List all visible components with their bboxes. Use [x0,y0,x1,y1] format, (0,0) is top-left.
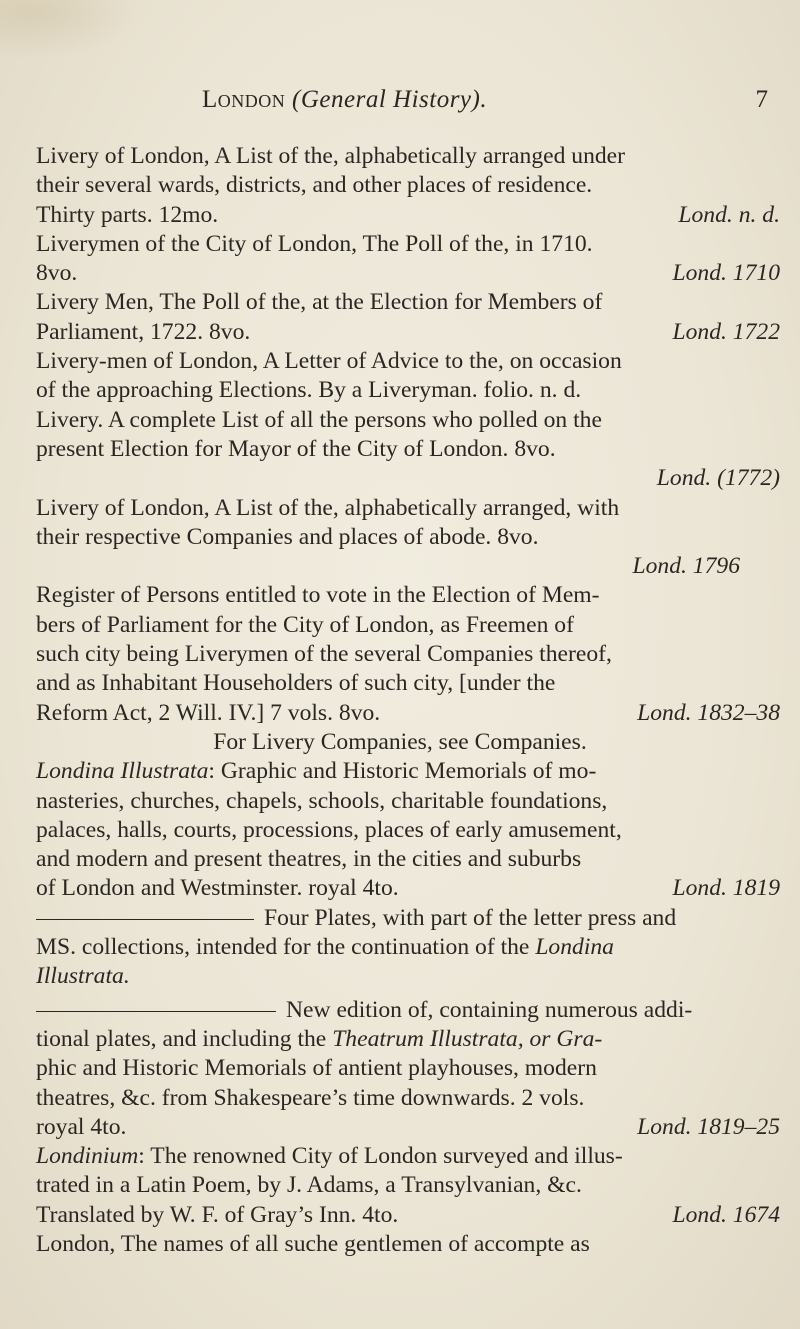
catalogue-entry [36,142,780,230]
entry-imprint: Lond. 1674 [672,1201,780,1228]
entry-line: Livery of London, A List of the, alphabetically arranged, with [36,494,620,521]
entry-line: their respective Companies and places of abode. 8vo. [36,523,539,550]
running-title-subject: (General History). [292,86,488,113]
catalogue-entry [36,230,780,289]
entry-line-text: royal 4to. [36,1113,127,1140]
entry-line [36,933,780,962]
entry-line-text: : Graphic and Historic Memorials of mo- [208,758,597,785]
entry-line: present Election for Mayor of the City of London. 8vo. [36,435,556,462]
entry-line [68,904,780,933]
entry-line: and as Inhabitant Householders of such city, [under the [36,670,556,697]
entry-line-text: Parliament, 1722. 8vo. [36,318,251,345]
catalogue-entry [36,1230,780,1259]
entry-title: Londina Illustrata [36,758,209,785]
entry-line: of the approaching Elections. By a Liveryman. folio. n. d. [36,377,582,404]
entry-imprint: Lond. 1722 [672,318,780,345]
entry-line [36,757,780,786]
entry-line [36,699,780,728]
catalogue-entries [36,142,780,1259]
entry-line [36,201,780,230]
entry-line-text: New edition of, containing numerous addi- [286,996,693,1023]
entry-line: and modern and present theatres, in the cities and suburbs [36,846,582,873]
page-stain [0,0,140,60]
entry-line-text: Reform Act, 2 Will. IV.] 7 vols. 8vo. [36,699,381,726]
entry-line-text: Illustrata. [36,963,130,990]
entry-line-text: Thirty parts. 12mo. [36,201,219,228]
ditto-rule [36,919,254,920]
entry-line [68,996,780,1025]
entry-line-text: MS. collections, intended for the continuation of the [36,934,530,961]
entry-line: nasteries, churches, chapels, schools, charitable foundations, [36,787,608,814]
running-title-city: London [202,86,286,113]
entry-italic-word: Theatrum [332,1025,424,1052]
entry-imprint: Lond. 1819 [672,875,780,902]
entry-line: Livery. A complete List of all the persons who polled on the [36,406,602,433]
entry-line-text: Illustrata, or Gra- [429,1025,603,1052]
entry-title: Londinium [36,1143,139,1170]
entry-line-text: : The renowned City of London surveyed and illus- [138,1143,623,1170]
entry-line: such city being Liverymen of the several Companies thereof, [36,641,612,668]
entry-imprint: Lond. (1772) [656,465,780,492]
catalogue-entry [36,904,780,992]
entry-imprint: Lond. n. d. [678,201,780,228]
entry-line: Register of Persons entitled to vote in the Election of Mem- [36,582,600,609]
catalogue-entry [36,406,780,494]
entry-line-text: Translated by W. F. of Gray’s Inn. 4to. [36,1201,399,1228]
catalogue-entry [36,996,780,1142]
running-header [202,86,768,126]
catalogue-entry [36,494,780,582]
entry-italic-word: Londina [535,934,614,961]
entry-line [36,1113,780,1142]
entry-line-text: Four Plates, with part of the letter press and [264,904,677,931]
catalogue-entry [36,581,780,757]
entry-line: bers of Parliament for the City of London, as Freemen of [36,611,574,638]
entry-line [36,1025,780,1054]
entry-line-text: tional plates, and including the [36,1025,327,1052]
entry-imprint: Lond. 1832–38 [637,699,780,726]
entry-line [36,259,780,288]
entry-line [36,1142,780,1171]
ditto-rule [36,1011,276,1012]
entry-line: theatres, &c. from Shakespeare’s time downwards. 2 vols. [36,1084,585,1111]
entry-line: Livery of London, A List of the, alphabetically arranged under [36,143,626,169]
cross-reference: For Livery Companies, see Companies. [213,728,587,755]
running-title [202,86,487,114]
entry-line [36,962,780,991]
entry-line [36,318,780,347]
entry-line: phic and Historic Memorials of antient playhouses, modern [36,1055,597,1082]
entry-imprint: Lond. 1796 [632,553,740,580]
entry-line: Liverymen of the City of London, The Poll of the, in 1710. [36,230,593,257]
catalogue-entry [36,288,780,347]
entry-line: London, The names of all suche gentlemen of accompte as [36,1230,590,1257]
entry-line: Livery Men, The Poll of the, at the Election for Members of [36,289,603,316]
entry-line [36,874,780,903]
entry-line: their several wards, districts, and other places of residence. [36,172,593,199]
entry-line [36,1201,780,1230]
entry-line: trated in a Latin Poem, by J. Adams, a Transylvanian, &c. [36,1172,582,1199]
catalogue-entry [36,1142,780,1230]
catalogue-entry [36,757,780,903]
entry-line-text: of London and Westminster. royal 4to. [36,875,399,902]
entry-line-text: 8vo. [36,260,78,287]
page-number: 7 [755,86,768,113]
catalogue-entry [36,347,780,406]
entry-line: palaces, halls, courts, processions, places of early amusement, [36,816,622,843]
entry-line: Livery-men of London, A Letter of Advice to the, on occasion [36,348,622,375]
entry-imprint: Lond. 1819–25 [637,1113,780,1140]
entry-imprint: Lond. 1710 [672,260,780,287]
